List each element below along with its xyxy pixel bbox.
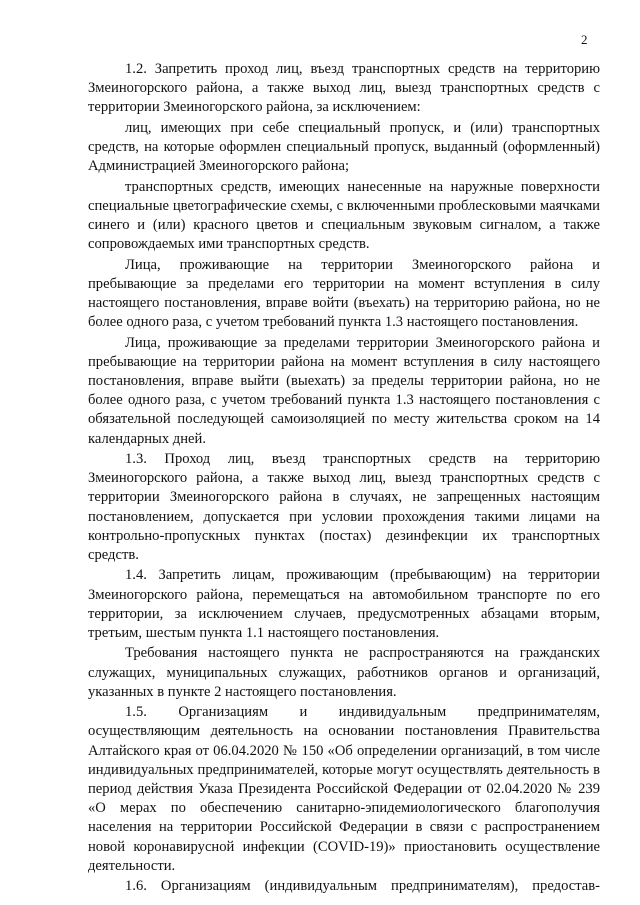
document-body [88, 60, 600, 898]
paragraph-exemptions: Требования настоящего пункта не распространяются на гражданских служащих, муниципальных служащих, работников органов и организаций, указанных в пункте 2 настоящего постановления. [88, 645, 600, 700]
page-number: 2 [581, 32, 588, 47]
paragraph-1-4: 1.4. Запретить лицам, проживающим (пребывающим) на территории Змеиногорского района, перемещаться на автомобильном транспорте по его территории, за исключением случаев, предусмотренных абзацами вторым, третьим, шестым пункта 1.1 настоящего постановления. [88, 567, 600, 642]
paragraph-nonresidents-exit: Лица, проживающие за пределами территории Змеиногорского района и пребывающие на территории района на момент вступления в силу настоящего постановления, вправе выйти (выехать) за пределы территории района, но не более одного раза, с учетом требований пункта 1.3 настоящего постановления с обязательной последующей самоизоляцией по месту жительства сроком на 14 календарных дней. [88, 334, 600, 447]
paragraph-1-5: 1.5. Организациям и индивидуальным предпринимателям, осуществляющим деятельность на основании постановления Правительства Алтайского края от 06.04.2020 № 150 «Об определении организаций, в том числе индивидуальных предпринимателей, которые могут осуществлять деятельность в период действия Указа Президента Российской Федерации от 02.04.2020 № 239 «О мерах по обеспечению санитарно-эпидемиологического благополучия населения на территории Российской Федерации в связи с распространением новой коронавирусной инфекции (COVID-19)» приостановить осуществление деятельности. [88, 704, 600, 874]
paragraph-1-6: 1.6. Организациям (индивидуальным предпринимателям), предостав- [125, 878, 600, 895]
paragraph-1-2: 1.2. Запретить проход лиц, въезд транспортных средств на территорию Змеиногорского района, а также выход лиц, выезд транспортных средств с территории Змеиногорского района, за исключением: [88, 61, 600, 116]
paragraph-special-vehicles: транспортных средств, имеющих нанесенные на наружные поверхности специальные цветографические схемы, с включенными проблесковыми маячками синего и (или) красного цветов и специальным звуковым сигналом, а также сопровождаемых ими транспортных средств. [88, 178, 600, 253]
paragraph-special-pass: лиц, имеющих при себе специальный пропуск, и (или) транспортных средств, на которые оформлен специальный пропуск, выданный (оформленный) Администрацией Змеиногорского района; [88, 119, 600, 175]
paragraph-residents-entry: Лица, проживающие на территории Змеиногорского района и пребывающие за пределами его территории на момент вступления в силу настоящего постановления, вправе войти (въехать) на территорию района, но не более одного раза, с учетом требований пункта 1.3 настоящего постановления. [88, 256, 600, 331]
paragraph-1-3: 1.3. Проход лиц, въезд транспортных средств на территорию Змеиногорского района, а также выход лиц, выезд транспортных средств с территории Змеиногорского района в случаях, не запрещенных настоящим постановлением, допускается при условии прохождения такими лицами на контрольно-пропускных пунктах (постах) дезинфекции их транспортных средств. [88, 451, 600, 564]
